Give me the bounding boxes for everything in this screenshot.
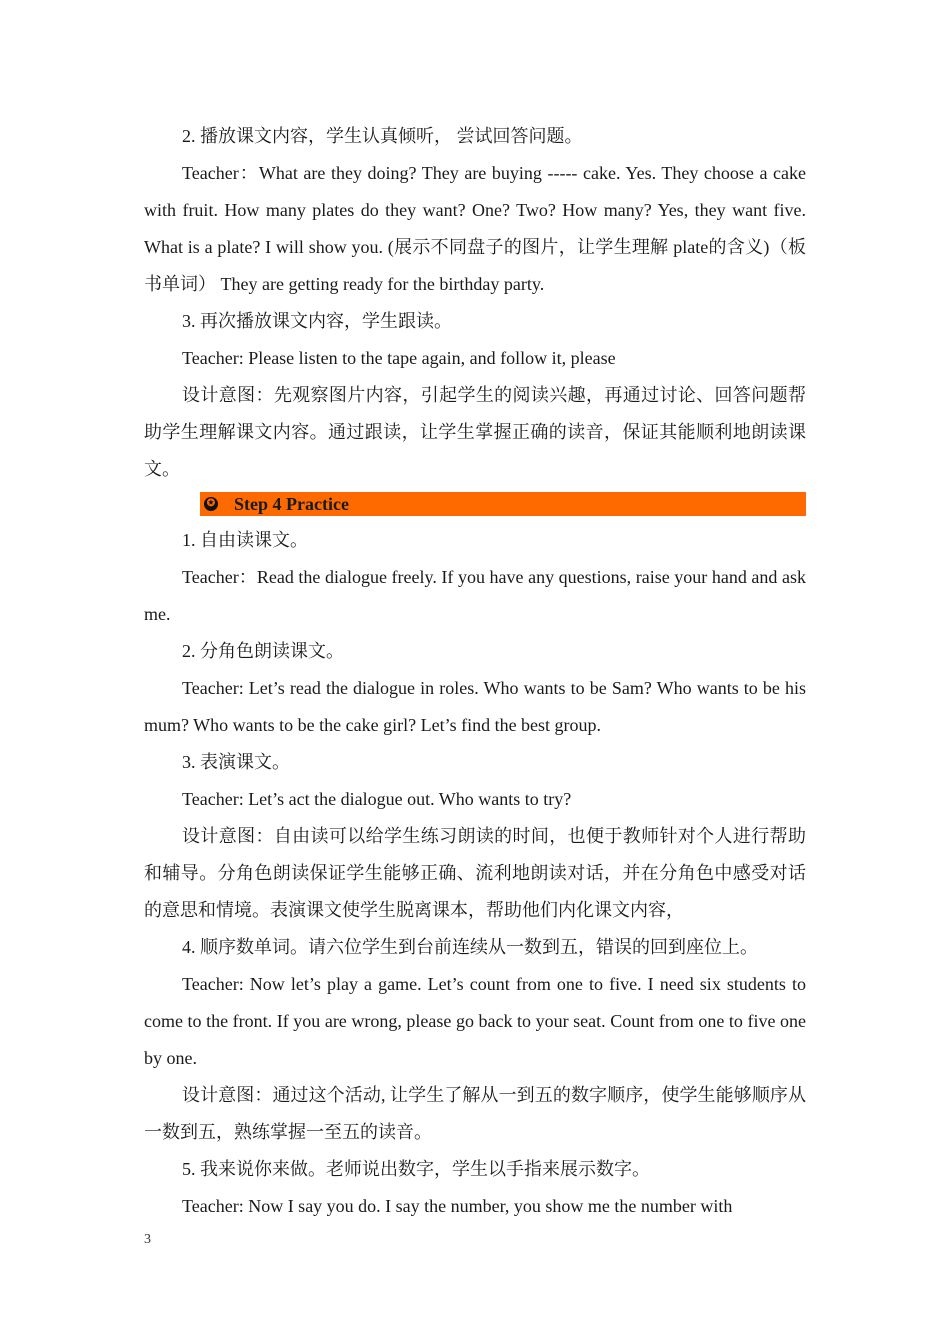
star-bullet-icon: ✪ (204, 497, 218, 511)
design-intent-paragraph: 设计意图：先观察图片内容，引起学生的阅读兴趣，再通过讨论、回答问题帮助学生理解课文内容。通过跟读，让学生掌握正确的读音，保证其能顺利地朗读课文。 (144, 385, 806, 479)
paragraph: 4. 顺序数单词。请六位学生到台前连续从一数到五，错误的回到座位上。 (182, 937, 758, 957)
page-number: 3 (144, 1232, 151, 1247)
paragraph: Teacher: Let’s read the dialogue in roles. Who wants to be Sam? Who wants to be his mum? Who wants to be the cake girl? Let’s find the best group. (144, 678, 806, 735)
paragraph: Teacher: Now I say you do. I say the number, you show me the number with (182, 1196, 733, 1216)
design-intent-paragraph: 设计意图：通过这个活动, 让学生了解从一到五的数字顺序，使学生能够顺序从一数到五，熟练掌握一至五的读音。 (144, 1085, 806, 1142)
section-heading-bar (200, 492, 806, 516)
paragraph: 2. 播放课文内容，学生认真倾听， 尝试回答问题。 (182, 126, 583, 146)
paragraph: Teacher：Read the dialogue freely. If you have any questions, raise your hand and ask me. (144, 567, 806, 624)
paragraph: 2. 分角色朗读课文。 (182, 641, 344, 661)
paragraph: 3. 再次播放课文内容，学生跟读。 (182, 311, 452, 331)
paragraph: Teacher: Now let’s play a game. Let’s count from one to five. I need six students to come to the front. If you are wrong, please go back to your seat. Count from one to five one by one. (144, 974, 806, 1068)
paragraph: Teacher: Let’s act the dialogue out. Who wants to try? (182, 789, 572, 809)
paragraph: 3. 表演课文。 (182, 752, 290, 772)
paragraph: 1. 自由读课文。 (182, 530, 308, 550)
design-intent-paragraph: 设计意图：自由读可以给学生练习朗读的时间，也便于教师针对个人进行帮助和辅导。分角色朗读保证学生能够正确、流利地朗读对话，并在分角色中感受对话的意思和情境。表演课文使学生脱离课本，帮助他们内化课文内容， (144, 826, 806, 920)
paragraph: Teacher：What are they doing? They are buying ----- cake. Yes. They choose a cake with fruit. How many plates do they want? One? Two? How many? Yes, they want five. What is a plate? I will show you. (展示不同盘子的图片，让学生理解 plate的含义)（板书单词） They are getting ready for the birthday party. (144, 163, 806, 294)
section-heading-text: Step 4 Practice (234, 493, 349, 514)
paragraph: Teacher: Please listen to the tape again, and follow it, please (182, 348, 616, 368)
paragraph: 5. 我来说你来做。老师说出数字，学生以手指来展示数字。 (182, 1159, 650, 1179)
document-body (144, 118, 806, 1225)
